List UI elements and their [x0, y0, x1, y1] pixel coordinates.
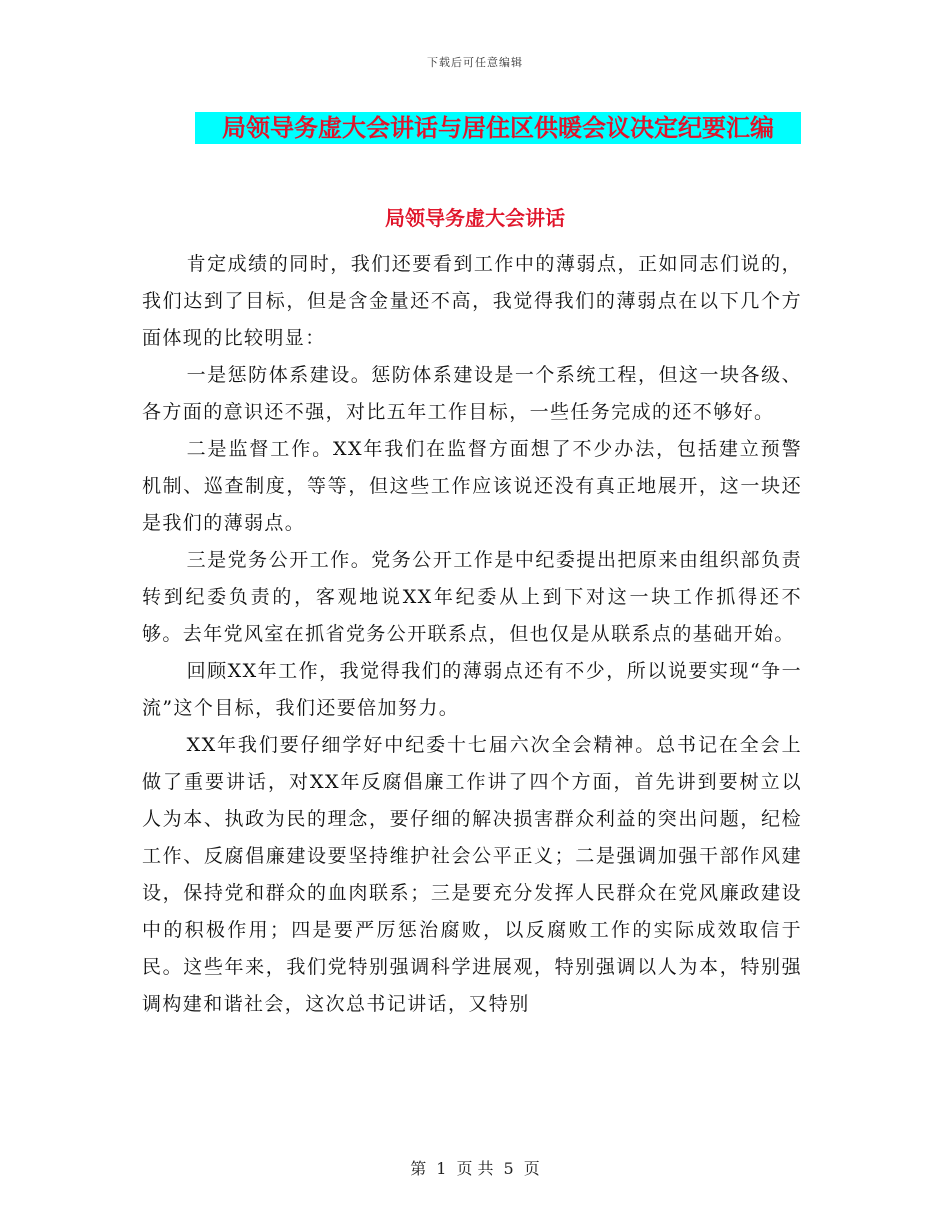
section-title: 局领导务虚大会讲话: [385, 206, 565, 230]
footer-middle: 页 共: [456, 1159, 494, 1178]
footer-page-number: 1: [436, 1159, 447, 1178]
paragraph: 二是监督工作。XX年我们在监督方面想了不少办法，包括建立预警机制、巡查制度，等等，但这些工作应该说还没有真正地展开，这一块还是我们的薄弱点。: [142, 438, 802, 534]
header-note: 下载后可任意编辑: [427, 56, 523, 69]
footer-prefix: 第: [410, 1159, 427, 1178]
document-title: 局领导务虚大会讲话与居住区供暖会议决定纪要汇编: [222, 114, 774, 142]
page-footer: [0, 1156, 950, 1179]
paragraph: 一是惩防体系建设。惩防体系建设是一个系统工程，但这一块各级、各方面的意识还不强，对比五年工作目标，一些任务完成的还不够好。: [142, 364, 802, 423]
footer-total-pages: 5: [503, 1159, 514, 1178]
document-title-highlight: [195, 112, 801, 144]
paragraph: XX年我们要仔细学好中纪委十七届六次全会精神。总书记在全会上做了重要讲话，对XX年反腐倡廉工作讲了四个方面，首先讲到要树立以人为本、执政为民的理念，要仔细的解决损害群众利益的突出问题，纪检工作、反腐倡廉建设要坚持维护社会公平正义；二是强调加强干部作风建设，保持党和群众的血肉联系；三是要充分发挥人民群众在党风廉政建设中的积极作用；四是要严厉惩治腐败，以反腐败工作的实际成效取信于民。这些年来，我们党特别强调科学进展观，特别强调以人为本，特别强调构建和谐社会，这次总书记讲话，又特别: [142, 734, 802, 1015]
paragraph: 三是党务公开工作。党务公开工作是中纪委提出把原来由组织部负责转到纪委负责的，客观地说XX年纪委从上到下对这一块工作抓得还不够。去年党风室在抓省党务公开联系点，但也仅是从联系点的基础开始。: [142, 549, 802, 645]
footer-suffix: 页: [523, 1159, 540, 1178]
document-body: [142, 246, 802, 1023]
paragraph: 肯定成绩的同时，我们还要看到工作中的薄弱点，正如同志们说的，我们达到了目标，但是含金量还不高，我觉得我们的薄弱点在以下几个方面体现的比较明显：: [142, 253, 802, 349]
paragraph: 回顾XX年工作，我觉得我们的薄弱点还有不少，所以说要实现“争一流”这个目标，我们还要倍加努力。: [142, 660, 802, 719]
